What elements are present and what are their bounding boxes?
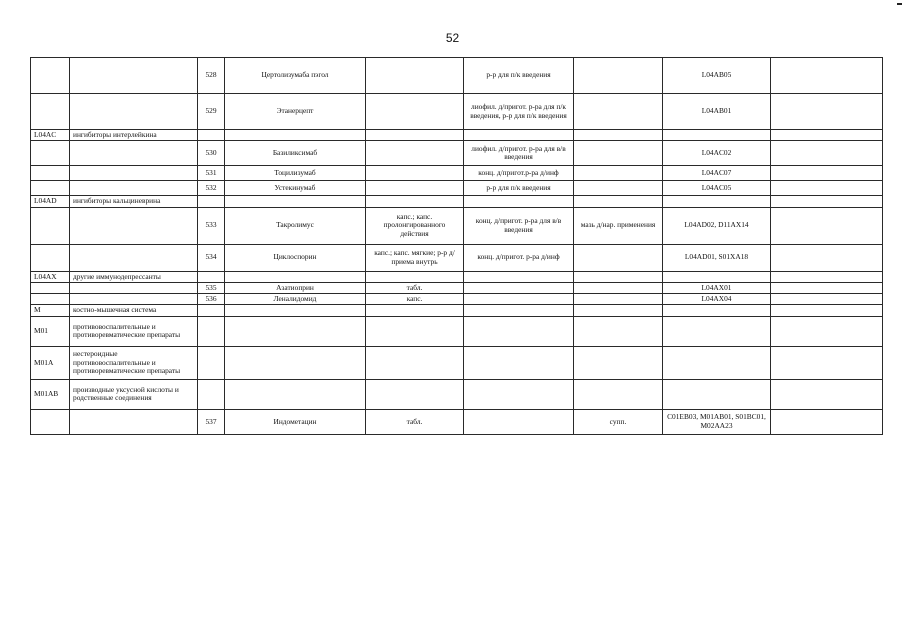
dosage-form-cell bbox=[574, 294, 663, 305]
dosage-form-cell bbox=[366, 166, 464, 181]
empty-cell bbox=[771, 346, 883, 379]
atc-classification-cell: L04AB01 bbox=[663, 94, 771, 130]
row-number-cell bbox=[198, 305, 225, 316]
table-row bbox=[31, 181, 883, 196]
table-row bbox=[31, 271, 883, 282]
dosage-form-cell bbox=[464, 196, 574, 207]
empty-cell bbox=[771, 282, 883, 293]
table-row bbox=[31, 244, 883, 271]
atc-classification-cell bbox=[663, 346, 771, 379]
drug-name-cell: Устекинумаб bbox=[225, 181, 366, 196]
atc-classification-cell bbox=[663, 196, 771, 207]
row-number-cell: 531 bbox=[198, 166, 225, 181]
atc-code-cell: L04AD bbox=[31, 196, 70, 207]
dosage-form-cell: конц. д/пригот. р-ра для в/в введения bbox=[464, 207, 574, 244]
dosage-form-cell: мазь д/нар. применения bbox=[574, 207, 663, 244]
atc-classification-cell: L04AC07 bbox=[663, 166, 771, 181]
group-name-cell bbox=[70, 94, 198, 130]
dosage-form-cell: лиофил. д/пригот. р-ра для в/в введения bbox=[464, 141, 574, 166]
dosage-form-cell: конц. д/пригот. р-ра д/инф bbox=[464, 244, 574, 271]
group-name-cell: нестероидные противовоспалительные и противоревматические препараты bbox=[70, 346, 198, 379]
drug-name-cell: Такролимус bbox=[225, 207, 366, 244]
atc-classification-cell: L04AB05 bbox=[663, 58, 771, 94]
empty-cell bbox=[771, 94, 883, 130]
drug-name-cell: Циклоспорин bbox=[225, 244, 366, 271]
dosage-form-cell bbox=[366, 305, 464, 316]
atc-classification-cell bbox=[663, 305, 771, 316]
group-name-cell bbox=[70, 244, 198, 271]
dosage-form-cell: табл. bbox=[366, 282, 464, 293]
dosage-form-cell: супп. bbox=[574, 409, 663, 434]
atc-classification-cell: L04AD01, S01XA18 bbox=[663, 244, 771, 271]
dosage-form-cell bbox=[574, 305, 663, 316]
empty-cell bbox=[771, 305, 883, 316]
table-row bbox=[31, 166, 883, 181]
dosage-form-cell bbox=[464, 346, 574, 379]
drug-name-cell bbox=[225, 346, 366, 379]
dosage-form-cell bbox=[366, 130, 464, 141]
dosage-form-cell: р-р для п/к введения bbox=[464, 181, 574, 196]
row-number-cell: 536 bbox=[198, 294, 225, 305]
table-row bbox=[31, 282, 883, 293]
dosage-form-cell bbox=[574, 379, 663, 409]
dosage-form-cell bbox=[574, 346, 663, 379]
table-row bbox=[31, 58, 883, 94]
dosage-form-cell bbox=[464, 409, 574, 434]
table-row bbox=[31, 379, 883, 409]
scan-edge-mark bbox=[897, 3, 902, 5]
row-number-cell: 528 bbox=[198, 58, 225, 94]
empty-cell bbox=[771, 379, 883, 409]
group-name-cell bbox=[70, 294, 198, 305]
dosage-form-cell bbox=[366, 141, 464, 166]
empty-cell bbox=[771, 294, 883, 305]
drug-name-cell: Леналидомид bbox=[225, 294, 366, 305]
dosage-form-cell bbox=[574, 141, 663, 166]
dosage-form-cell: конц. д/пригот.р-ра д/инф bbox=[464, 166, 574, 181]
empty-cell bbox=[771, 166, 883, 181]
dosage-form-cell bbox=[574, 316, 663, 346]
group-name-cell bbox=[70, 282, 198, 293]
dosage-form-cell bbox=[366, 58, 464, 94]
atc-classification-cell: L04AX01 bbox=[663, 282, 771, 293]
group-name-cell bbox=[70, 409, 198, 434]
row-number-cell: 530 bbox=[198, 141, 225, 166]
drug-register-table bbox=[30, 57, 883, 435]
atc-code-cell bbox=[31, 207, 70, 244]
group-name-cell bbox=[70, 58, 198, 94]
group-name-cell: другие иммунодепрессанты bbox=[70, 271, 198, 282]
group-name-cell: производные уксусной кислоты и родственные соединения bbox=[70, 379, 198, 409]
drug-name-cell bbox=[225, 271, 366, 282]
dosage-form-cell bbox=[464, 379, 574, 409]
dosage-form-cell bbox=[366, 94, 464, 130]
row-number-cell bbox=[198, 316, 225, 346]
row-number-cell bbox=[198, 379, 225, 409]
group-name-cell: противовоспалительные и противоревматические препараты bbox=[70, 316, 198, 346]
row-number-cell: 533 bbox=[198, 207, 225, 244]
empty-cell bbox=[771, 141, 883, 166]
table-row bbox=[31, 196, 883, 207]
atc-classification-cell: L04AC02 bbox=[663, 141, 771, 166]
dosage-form-cell: капс.; капс. мягкие; р-р д/приема внутрь bbox=[366, 244, 464, 271]
table-body bbox=[31, 58, 883, 435]
dosage-form-cell bbox=[574, 282, 663, 293]
table-row bbox=[31, 346, 883, 379]
row-number-cell: 537 bbox=[198, 409, 225, 434]
atc-code-cell bbox=[31, 166, 70, 181]
drug-name-cell bbox=[225, 196, 366, 207]
drug-name-cell bbox=[225, 130, 366, 141]
table-row bbox=[31, 316, 883, 346]
atc-code-cell: M01A bbox=[31, 346, 70, 379]
group-name-cell: ингибиторы интерлейкина bbox=[70, 130, 198, 141]
atc-classification-cell bbox=[663, 316, 771, 346]
dosage-form-cell bbox=[464, 294, 574, 305]
group-name-cell bbox=[70, 166, 198, 181]
drug-name-cell: Азатиоприн bbox=[225, 282, 366, 293]
dosage-form-cell bbox=[366, 346, 464, 379]
dosage-form-cell bbox=[574, 166, 663, 181]
dosage-form-cell bbox=[464, 130, 574, 141]
atc-classification-cell: L04AX04 bbox=[663, 294, 771, 305]
dosage-form-cell bbox=[574, 244, 663, 271]
table-row bbox=[31, 294, 883, 305]
group-name-cell bbox=[70, 207, 198, 244]
dosage-form-cell bbox=[574, 94, 663, 130]
atc-code-cell bbox=[31, 58, 70, 94]
group-name-cell: костно-мышечная система bbox=[70, 305, 198, 316]
atc-code-cell: L04AC bbox=[31, 130, 70, 141]
table-row bbox=[31, 409, 883, 434]
empty-cell bbox=[771, 316, 883, 346]
drug-name-cell: Индометацин bbox=[225, 409, 366, 434]
atc-code-cell bbox=[31, 409, 70, 434]
drug-name-cell: Тоцилизумаб bbox=[225, 166, 366, 181]
atc-code-cell: L04AX bbox=[31, 271, 70, 282]
drug-name-cell: Цертолизумаба пэгол bbox=[225, 58, 366, 94]
dosage-form-cell: р-р для п/к введения bbox=[464, 58, 574, 94]
dosage-form-cell bbox=[464, 305, 574, 316]
dosage-form-cell bbox=[366, 181, 464, 196]
dosage-form-cell bbox=[366, 271, 464, 282]
dosage-form-cell bbox=[464, 282, 574, 293]
dosage-form-cell bbox=[464, 271, 574, 282]
dosage-form-cell bbox=[574, 196, 663, 207]
dosage-form-cell bbox=[366, 316, 464, 346]
table-row bbox=[31, 305, 883, 316]
table-row bbox=[31, 94, 883, 130]
group-name-cell bbox=[70, 141, 198, 166]
empty-cell bbox=[771, 271, 883, 282]
group-name-cell: ингибиторы кальциневрина bbox=[70, 196, 198, 207]
empty-cell bbox=[771, 409, 883, 434]
atc-classification-cell bbox=[663, 271, 771, 282]
atc-code-cell: M bbox=[31, 305, 70, 316]
dosage-form-cell: лиофил. д/пригот. р-ра для п/к введения, р-р для п/к введения bbox=[464, 94, 574, 130]
empty-cell bbox=[771, 196, 883, 207]
dosage-form-cell bbox=[366, 196, 464, 207]
dosage-form-cell bbox=[574, 271, 663, 282]
table-row bbox=[31, 130, 883, 141]
dosage-form-cell bbox=[574, 58, 663, 94]
empty-cell bbox=[771, 244, 883, 271]
atc-code-cell bbox=[31, 181, 70, 196]
atc-code-cell bbox=[31, 294, 70, 305]
atc-classification-cell: L04AC05 bbox=[663, 181, 771, 196]
drug-name-cell: Этанерцепт bbox=[225, 94, 366, 130]
drug-name-cell bbox=[225, 316, 366, 346]
atc-classification-cell bbox=[663, 379, 771, 409]
dosage-form-cell bbox=[366, 379, 464, 409]
dosage-form-cell bbox=[464, 316, 574, 346]
row-number-cell bbox=[198, 271, 225, 282]
row-number-cell: 529 bbox=[198, 94, 225, 130]
dosage-form-cell bbox=[574, 130, 663, 141]
drug-name-cell: Базиликсимаб bbox=[225, 141, 366, 166]
dosage-form-cell bbox=[574, 181, 663, 196]
atc-code-cell: M01 bbox=[31, 316, 70, 346]
atc-code-cell bbox=[31, 141, 70, 166]
group-name-cell bbox=[70, 181, 198, 196]
empty-cell bbox=[771, 58, 883, 94]
atc-classification-cell: L04AD02, D11AX14 bbox=[663, 207, 771, 244]
dosage-form-cell: капс. bbox=[366, 294, 464, 305]
row-number-cell bbox=[198, 196, 225, 207]
atc-classification-cell: C01EB03, M01AB01, S01BC01, M02AA23 bbox=[663, 409, 771, 434]
drug-name-cell bbox=[225, 379, 366, 409]
atc-code-cell bbox=[31, 282, 70, 293]
row-number-cell bbox=[198, 346, 225, 379]
page-number: 52 bbox=[445, 31, 460, 45]
atc-code-cell bbox=[31, 94, 70, 130]
table-row bbox=[31, 207, 883, 244]
row-number-cell: 532 bbox=[198, 181, 225, 196]
table-row bbox=[31, 141, 883, 166]
atc-code-cell bbox=[31, 244, 70, 271]
row-number-cell bbox=[198, 130, 225, 141]
empty-cell bbox=[771, 181, 883, 196]
empty-cell bbox=[771, 130, 883, 141]
row-number-cell: 534 bbox=[198, 244, 225, 271]
atc-classification-cell bbox=[663, 130, 771, 141]
empty-cell bbox=[771, 207, 883, 244]
drug-name-cell bbox=[225, 305, 366, 316]
row-number-cell: 535 bbox=[198, 282, 225, 293]
dosage-form-cell: табл. bbox=[366, 409, 464, 434]
dosage-form-cell: капс.; капс. пролонгированного действия bbox=[366, 207, 464, 244]
atc-code-cell: M01AB bbox=[31, 379, 70, 409]
